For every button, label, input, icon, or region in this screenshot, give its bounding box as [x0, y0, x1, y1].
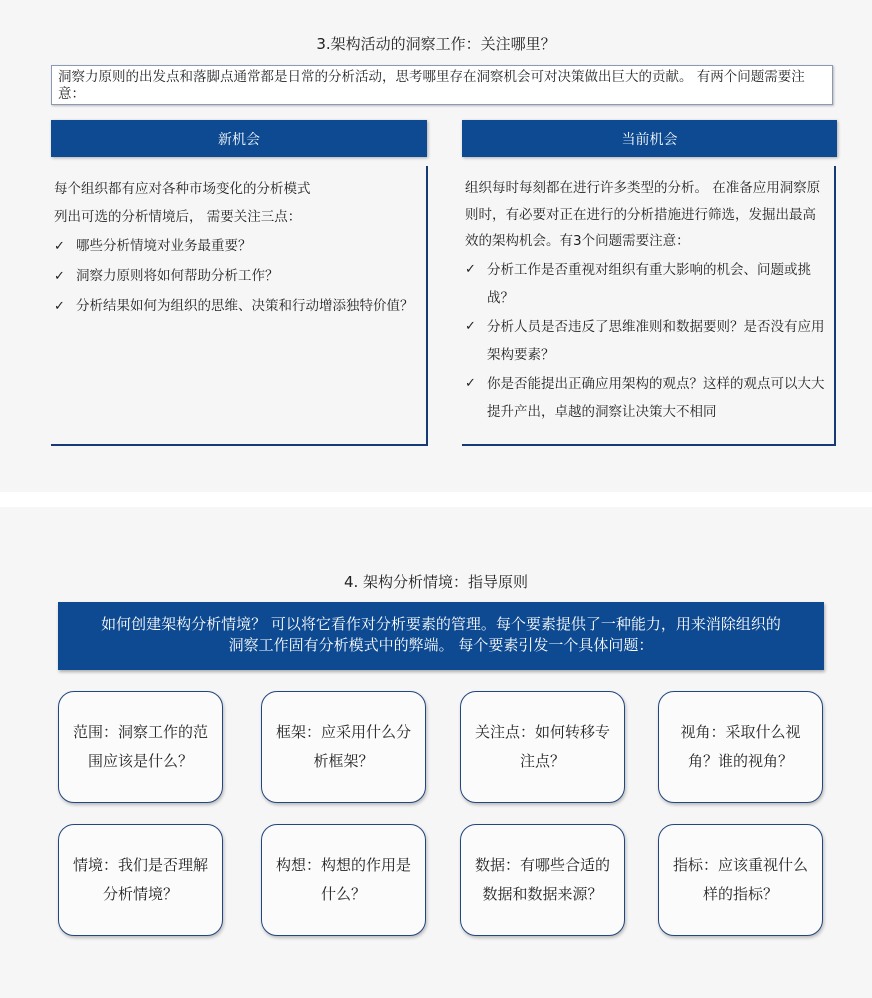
paragraph: 列出可选的分析情境后， 需要关注三点： — [54, 209, 302, 225]
list-item — [465, 370, 826, 426]
check-icon: ✓ — [465, 318, 476, 334]
list-item-text: 洞察力原则将如何帮助分析工作？ — [76, 268, 279, 284]
element-card-focus: 关注点：如何转移专注点？ — [460, 691, 625, 803]
list-item-text: 哪些分析情境对业务最重要？ — [76, 238, 252, 254]
check-list — [54, 232, 426, 321]
column-body-new-opportunity — [51, 166, 428, 446]
check-icon: ✓ — [465, 261, 476, 277]
list-item-text: 分析人员是否违反了思维准则和数据要则？是否没有应用架构要素？ — [487, 318, 825, 363]
slide-title: 3.架构活动的洞察工作：关注哪里？ — [316, 35, 556, 53]
check-icon: ✓ — [54, 299, 65, 314]
element-card-context: 情境：我们是否理解分析情境？ — [58, 824, 223, 936]
check-icon: ✓ — [54, 239, 65, 254]
element-card-metrics: 指标：应该重视什么样的指标？ — [658, 824, 823, 936]
slide-insight-focus — [0, 0, 872, 492]
banner — [58, 602, 824, 670]
banner-line: 如何创建架构分析情境？ 可以将它看作对分析要素的管理。每个要素提供了一种能力，用来消除组织的 — [101, 615, 781, 633]
column-body-current-opportunity — [462, 166, 836, 446]
list-item — [54, 232, 426, 261]
list-item-text: 分析工作是否重视对组织有重大影响的机会、问题或挑战？ — [487, 261, 811, 306]
paragraph: 每个组织都有应对各种市场变化的分析模式 — [54, 181, 311, 197]
check-icon: ✓ — [54, 269, 65, 284]
list-item-text: 分析结果如何为组织的思维、决策和行动增添独特价值？ — [76, 298, 414, 314]
list-item — [465, 313, 826, 369]
element-card-perspective: 视角：采取什么视角？谁的视角？ — [658, 691, 823, 803]
slide-guiding-principles — [0, 507, 872, 998]
slide-title: 4. 架构分析情境：指导原则 — [343, 573, 529, 591]
list-item — [465, 256, 826, 312]
list-item-text: 你是否能提出正确应用架构的观点？这样的观点可以大大提升产出，卓越的洞察让决策大不相同 — [487, 375, 825, 420]
element-card-framework: 框架：应采用什么分析框架？ — [261, 691, 426, 803]
check-icon: ✓ — [465, 375, 476, 391]
banner-line: 洞察工作固有分析模式中的弊端。 每个要素引发一个具体问题： — [228, 636, 654, 654]
column-header-new-opportunity: 新机会 — [51, 120, 427, 157]
intro-box: 洞察力原则的出发点和落脚点通常都是日常的分析活动，思考哪里存在洞察机会可对决策做出巨大的贡献。 有两个问题需要注意： — [51, 65, 833, 105]
list-item — [54, 292, 426, 321]
list-item — [54, 262, 426, 291]
element-card-scope: 范围：洞察工作的范围应该是什么？ — [58, 691, 223, 803]
column-header-current-opportunity: 当前机会 — [462, 120, 837, 157]
element-card-concept: 构想：构想的作用是什么？ — [261, 824, 426, 936]
element-card-data: 数据：有哪些合适的数据和数据来源？ — [460, 824, 625, 936]
check-list — [465, 256, 826, 426]
paragraph: 组织每时每刻都在进行许多类型的分析。 在准备应用洞察原则时，有必要对正在进行的分析措施进行筛选，发掘出最高效的架构机会。有3个问题需要注意： — [465, 180, 821, 249]
